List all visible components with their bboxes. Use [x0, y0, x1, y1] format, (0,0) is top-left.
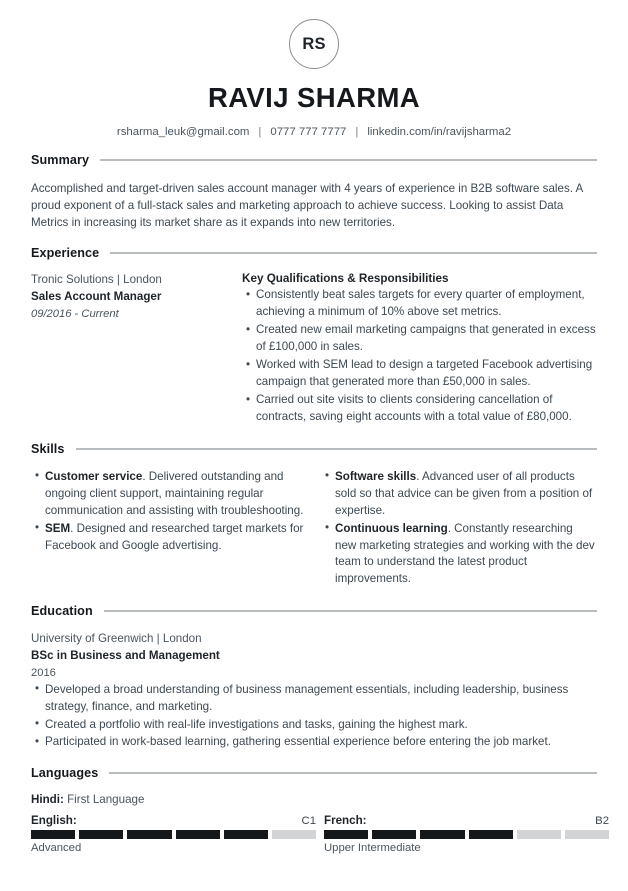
language-item: [31, 814, 316, 854]
language-header-row: [324, 814, 609, 827]
bar-segment-filled: [79, 830, 123, 839]
language-level-code: C1: [301, 815, 316, 828]
education-section: [31, 604, 597, 751]
skills-heading: [31, 442, 597, 456]
skills-column-left: [31, 469, 321, 589]
experience-section: [31, 246, 597, 426]
bullet-item: • Created a portfolio with real-life investigations and tasks, gaining the highest mark.: [45, 717, 597, 734]
skill-description: . Advanced user of all products sold so that advice can be given from a position of expertise.: [335, 469, 593, 517]
experience-details: [242, 272, 597, 426]
skill-description: . Constantly researching new marketing strategies and working with the dev team to understand the latest product improvements.: [335, 521, 595, 586]
resume-header: [31, 0, 597, 138]
bar-segment-filled: [31, 830, 75, 839]
skills-row: [31, 469, 597, 589]
skill-item: [335, 469, 597, 520]
section-title: Summary: [31, 153, 90, 167]
languages-heading: [31, 766, 597, 780]
bar-segment-filled: [176, 830, 220, 839]
contact-email[interactable]: rsharma_leuk@gmail.com: [116, 126, 250, 138]
monogram-initials: RS: [302, 34, 326, 53]
bullet-item: • Participated in work-based learning, gathering essential experience before entering the job market.: [45, 734, 597, 751]
bar-segment-filled: [224, 830, 268, 839]
section-rule: [109, 772, 597, 774]
contact-linkedin[interactable]: linkedin.com/in/ravijsharma2: [367, 126, 512, 138]
key-qualifications-title: Key Qualifications & Responsibilities: [242, 272, 449, 286]
section-title: Skills: [31, 441, 65, 456]
section-rule: [76, 448, 597, 450]
skill-label: Software skills: [335, 469, 417, 483]
bullet-item: • Consistently beat sales targets for every quarter of employment, achieving a minimum of 10% above set metrics.: [256, 287, 597, 321]
language-proficiency-bar: [324, 830, 609, 839]
skill-label: SEM: [45, 521, 71, 535]
contact-line: [31, 126, 597, 138]
education-entry: [31, 631, 597, 751]
first-language-label: Hindi:: [31, 793, 64, 807]
education-bullet-list: [31, 682, 597, 752]
monogram-avatar: [289, 19, 339, 69]
language-header-row: [31, 814, 316, 827]
languages-section: [31, 766, 609, 855]
bar-segment-empty: [517, 830, 561, 839]
bar-segment-filled: [127, 830, 171, 839]
section-title: Experience: [31, 246, 100, 261]
section-rule: [110, 252, 597, 254]
experience-bullet-list: [242, 287, 597, 425]
education-degree: BSc in Business and Management: [31, 649, 220, 663]
bar-segment-filled: [372, 830, 416, 839]
skills-bullet-list: [321, 469, 597, 588]
language-proficiency-bar: [31, 830, 316, 839]
language-item: [324, 814, 609, 854]
language-description: Upper Intermediate: [324, 842, 421, 855]
skills-bullet-list: [31, 469, 321, 555]
bullet-item: • Worked with SEM lead to design a targeted Facebook advertising campaign that generated more than £50,000 in sales.: [256, 357, 597, 391]
experience-meta: [31, 272, 242, 426]
experience-heading: [31, 246, 597, 260]
summary-section: [31, 153, 597, 231]
bar-segment-empty: [565, 830, 609, 839]
section-rule: [104, 610, 597, 612]
summary-heading: [31, 153, 597, 167]
section-title: Languages: [31, 766, 99, 781]
summary-text: Accomplished and target-driven sales account manager with 4 years of experience in B2B software sales. A proud exponent of a full-stack sales and marketing approach to achieve success. Looking to assist Data Metrics in increasing its market share as it expands into new territories.: [31, 182, 583, 230]
bar-segment-filled: [324, 830, 368, 839]
skill-item: [45, 469, 321, 520]
language-level-code: B2: [595, 815, 609, 828]
bullet-item: • Created new email marketing campaigns that generated in excess of £100,000 in sales.: [256, 322, 597, 356]
skill-description: . Delivered outstanding and ongoing client support, maintaining regular communication and assisting with troubleshooting.: [45, 469, 304, 517]
language-proficiency-list: [31, 814, 609, 855]
skills-section: [31, 442, 597, 589]
contact-separator: |: [355, 126, 359, 138]
education-year: 2016: [31, 666, 56, 679]
first-language-value: First Language: [67, 793, 145, 807]
experience-company: Tronic Solutions | London: [31, 273, 162, 287]
experience-dates: 09/2016 - Current: [31, 307, 119, 320]
language-name: English:: [31, 814, 77, 828]
section-rule: [100, 159, 597, 161]
languages-body: [31, 793, 609, 855]
bar-segment-filled: [469, 830, 513, 839]
section-title: Education: [31, 604, 93, 619]
skill-item: [45, 521, 321, 555]
bar-segment-filled: [420, 830, 464, 839]
skill-label: Continuous learning: [335, 521, 448, 535]
first-language-row: [31, 793, 597, 806]
contact-phone[interactable]: 0777 777 7777: [270, 126, 347, 138]
bar-segment-empty: [272, 830, 316, 839]
skill-label: Customer service: [45, 469, 143, 483]
education-school: University of Greenwich | London: [31, 632, 202, 646]
bullet-item: • Developed a broad understanding of business management essentials, including leadership, business strategy, finance, and marketing.: [45, 682, 597, 716]
experience-job-title: Sales Account Manager: [31, 289, 162, 303]
language-name: French:: [324, 814, 367, 828]
skill-description: . Designed and researched target markets for Facebook and Google advertising.: [45, 521, 304, 552]
summary-body: [31, 180, 597, 231]
language-description: Advanced: [31, 842, 82, 855]
experience-row: [31, 272, 597, 426]
skills-column-right: [321, 469, 597, 589]
contact-separator: |: [258, 126, 262, 138]
candidate-name: RAVIJ SHARMA: [207, 82, 421, 113]
skill-item: [335, 521, 597, 589]
education-heading: [31, 604, 597, 618]
bullet-item: • Carried out site visits to clients considering cancellation of contracts, saving eight accounts with a total value of £80,000.: [256, 392, 597, 426]
